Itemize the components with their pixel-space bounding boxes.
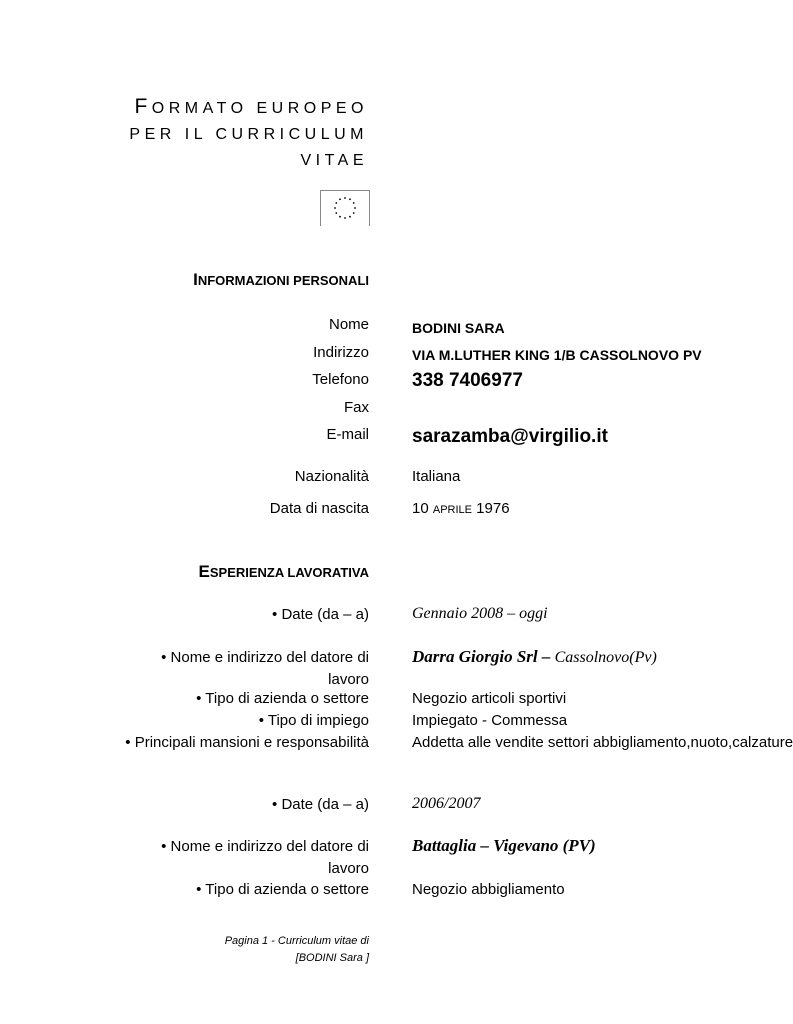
label-telefono: Telefono xyxy=(312,371,369,388)
label-nazionalita: Nazionalità xyxy=(294,468,369,485)
job1-value-job-type: Impiegato - Commessa xyxy=(412,712,568,729)
value-data-nascita: 10 APRILE 1976 xyxy=(412,500,510,517)
job2-label-date: • Date (da – a) xyxy=(272,796,369,813)
job2-label-sector: • Tipo di azienda o settore xyxy=(196,881,369,898)
label-email: E-mail xyxy=(326,426,369,443)
title-line-2: PER IL CURRICULUM xyxy=(129,126,368,143)
title-line-3: VITAE xyxy=(300,152,368,169)
eu-stars-icon xyxy=(321,191,369,226)
job2-value-employer: Battaglia – Vigevano (PV) xyxy=(412,836,596,855)
job2-label-employer: • Nome e indirizzo del datore di lavoro xyxy=(161,838,369,877)
job1-value-date: Gennaio 2008 – oggi xyxy=(412,605,548,622)
value-nazionalita: Italiana xyxy=(412,468,461,485)
title-line-1: FORMATO EUROPEO xyxy=(134,95,368,118)
job1-value-sector: Negozio articoli sportivi xyxy=(412,690,567,707)
cv-title xyxy=(129,94,368,174)
label-indirizzo: Indirizzo xyxy=(313,344,369,361)
section-work-experience: ESPERIENZA LAVORATIVA xyxy=(198,562,369,581)
eu-flag-icon xyxy=(320,190,370,226)
value-indirizzo: VIA M.LUTHER KING 1/B CASSOLNOVO PV xyxy=(412,347,702,363)
job1-label-sector: • Tipo di azienda o settore xyxy=(196,690,369,707)
value-email: sarazamba@virgilio.it xyxy=(412,426,608,447)
job1-label-employer: • Nome e indirizzo del datore di lavoro xyxy=(161,649,369,688)
label-data-nascita: Data di nascita xyxy=(269,500,369,517)
value-telefono: 338 7406977 xyxy=(412,370,523,391)
page-footer: Pagina 1 - Curriculum vitae di [BODINI Sara ] xyxy=(224,935,369,964)
job2-value-sector: Negozio abbigliamento xyxy=(412,881,565,898)
job1-label-job-type: • Tipo di impiego xyxy=(258,712,369,729)
job2-value-date: 2006/2007 xyxy=(412,795,481,812)
job1-value-employer: Darra Giorgio Srl – Cassolnovo(Pv) xyxy=(412,647,657,666)
job1-label-date: • Date (da – a) xyxy=(272,606,369,623)
section-personal-info: INFORMAZIONI PERSONALI xyxy=(193,270,369,289)
label-nome: Nome xyxy=(328,316,369,333)
job1-value-duties: Addetta alle vendite settori abbigliamento,nuoto,calzature xyxy=(412,734,793,751)
job1-label-duties: • Principali mansioni e responsabilità xyxy=(125,734,369,751)
label-fax: Fax xyxy=(343,399,369,416)
value-nome: BODINI SARA xyxy=(412,320,505,336)
